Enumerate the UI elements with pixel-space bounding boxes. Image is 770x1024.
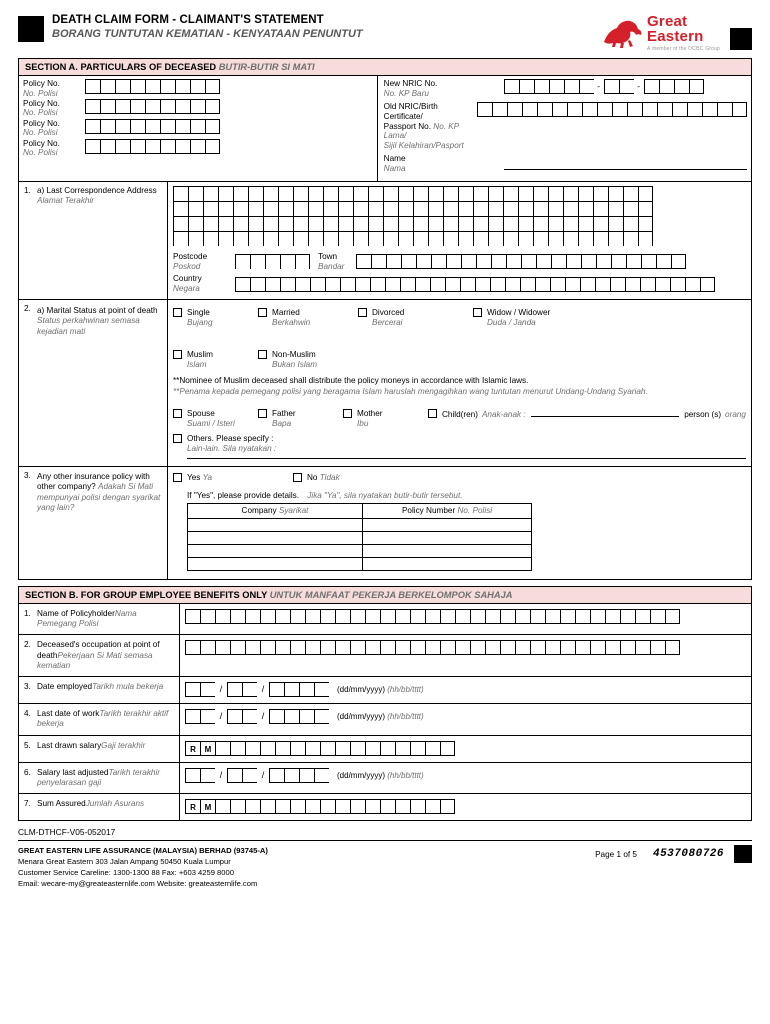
detail-note-malay: Jika "Ya", sila nyatakan butir-butir tersebut.: [307, 490, 463, 500]
item-2-label: a) Marital Status at point of death: [37, 306, 158, 316]
logo-text-great: Great: [647, 13, 688, 30]
marital-divorced-label: Divorced: [372, 308, 405, 318]
section-b-body: [18, 603, 752, 821]
others-specify-input[interactable]: [187, 458, 746, 459]
policy-no-field-3[interactable]: [85, 119, 220, 134]
marital-option-single[interactable]: [173, 308, 258, 328]
checkbox-non-muslim[interactable]: [258, 350, 267, 359]
page-number: Page 1 of 5: [595, 849, 637, 859]
postcode-label: Postcode: [173, 251, 208, 261]
name-field[interactable]: [504, 154, 747, 170]
marital-option-married[interactable]: [258, 308, 358, 328]
b-item-2-occupation: [19, 635, 751, 677]
yes-label-malay: Ya: [202, 473, 213, 483]
other-insurance-table: [187, 503, 532, 571]
family-children-label: Child(ren): [442, 409, 478, 419]
table-row[interactable]: [188, 544, 532, 557]
muslim-note-malay: **Penama kepada pemegang polisi yang beragama Islam haruslah mengagihkan wang tuntutan menurut Undang-Undang Syariah.: [173, 386, 648, 396]
barcode-number: 4537080726: [652, 848, 724, 861]
b-item-4-last-date-of-work: [19, 704, 751, 736]
form-code: CLM-DTHCF-V05-052017: [18, 827, 116, 838]
col-policy-malay: No. Polisi: [457, 506, 493, 516]
b-item-7-sum-assured: [19, 794, 751, 820]
town-label: Town: [318, 251, 338, 261]
b-item-5-last-drawn-salary: [19, 736, 751, 763]
old-nric-label: Old NRIC/Birth Certificate/: [383, 101, 438, 121]
sum-assured-field[interactable]: [185, 799, 746, 814]
item-1-number: 1.: [24, 185, 31, 195]
date-format-hint-malay: (hh/bb/tttt): [387, 770, 424, 780]
no-label-malay: Tidak: [319, 473, 340, 483]
b-item-3-date-employed: [19, 677, 751, 704]
other-insurance-options: [173, 473, 746, 483]
last-date-work-field[interactable]: / / (dd/mm/yyyy) (hh/bb/tttt): [185, 709, 746, 724]
b-item-5-number: 5.: [24, 740, 31, 750]
name-label-malay: Nama: [383, 163, 406, 173]
religion-options: [173, 350, 746, 370]
postcode-field[interactable]: [235, 254, 310, 269]
country-label: Country: [173, 274, 202, 284]
marital-widow-label: Widow / Widower: [487, 308, 551, 318]
footer-corner-square: [734, 845, 752, 863]
b-item-5-label-malay: Gaji terakhir: [101, 740, 146, 750]
item-3-label: Any other insurance policy with other company?: [37, 472, 150, 492]
b-item-3-label: Date employed: [37, 682, 93, 692]
page-footer: [18, 827, 752, 889]
date-format-hint: (dd/mm/yyyy): [337, 685, 385, 695]
form-title: DEATH CLAIM FORM - CLAIMANT'S STATEMENT: [52, 14, 324, 26]
b-item-7-number: 7.: [24, 799, 31, 809]
b-item-4-number: 4.: [24, 709, 31, 719]
date-format-hint-malay: (hh/bb/tttt): [387, 712, 424, 722]
item-3-label-malay: Adakah Si Mati mempunyai polisi dengan syarikat yang lain?: [37, 482, 161, 512]
marital-single-label-malay: Bujang: [187, 318, 213, 328]
policy-label: Policy No.: [23, 79, 60, 89]
checkbox-mother[interactable]: [343, 409, 352, 418]
religion-muslim-label: Muslim: [187, 349, 213, 359]
section-a-band: [18, 58, 752, 75]
table-header-row: [188, 503, 532, 518]
new-nric-label: New NRIC No.: [383, 79, 438, 89]
section-a-title: SECTION A. PARTICULARS OF DECEASED: [25, 62, 217, 73]
marital-status-options: [173, 308, 746, 328]
b-item-5-label: Last drawn salary: [37, 740, 102, 750]
country-field[interactable]: [235, 277, 715, 292]
item-2-number: 2.: [24, 304, 31, 314]
checkbox-yes[interactable]: [173, 473, 182, 482]
marital-married-label: Married: [272, 308, 300, 318]
family-spouse-label-malay: Suami / Isteri: [187, 418, 235, 428]
family-option-children[interactable]: [428, 409, 746, 429]
postcode-town-row: [173, 252, 746, 272]
b-item-1-label: Name of Policyholder: [37, 608, 115, 618]
family-spouse-label: Spouse: [187, 408, 215, 418]
policy-label: Policy No.: [23, 99, 60, 109]
policy-no-field-4[interactable]: [85, 139, 220, 154]
religion-option-muslim[interactable]: [173, 350, 258, 370]
old-nric-field[interactable]: [477, 102, 747, 117]
currency-r: R: [185, 741, 200, 756]
date-employed-field[interactable]: / / (dd/mm/yyyy) (hh/bb/tttt): [185, 682, 746, 697]
religion-nonmuslim-label: Non-Muslim: [272, 349, 316, 359]
table-row[interactable]: [188, 518, 532, 531]
policy-no-field-1[interactable]: [85, 79, 220, 94]
old-nric-label-2: Passport No.: [383, 121, 431, 131]
section-b-band: [18, 586, 752, 603]
cell-company[interactable]: [188, 531, 363, 544]
b-item-2-number: 2.: [24, 640, 31, 650]
b-item-2-label-malay: Pekerjaan Si Mati semasa kematian: [37, 650, 153, 670]
old-nric-row: [384, 102, 747, 151]
policy-label: Policy No.: [23, 118, 60, 128]
checkbox-father[interactable]: [258, 409, 267, 418]
family-mother-label-malay: Ibu: [357, 418, 369, 428]
policy-label-malay: No. Polisi: [23, 108, 58, 118]
checkbox-single[interactable]: [173, 308, 182, 317]
b-item-6-label: Salary last adjusted: [37, 767, 109, 777]
religion-nonmuslim-label-malay: Bukan Islam: [272, 359, 318, 369]
logo-text-eastern: Eastern: [647, 28, 704, 45]
address-line-1[interactable]: [173, 186, 746, 201]
religion-muslim-label-malay: Islam: [187, 359, 207, 369]
detail-note-en: If "Yes", please provide details.: [187, 490, 300, 500]
col-company-malay: Syarikat: [278, 506, 309, 516]
item-2-marital-religion-family: [19, 300, 751, 467]
religion-option-nonmuslim[interactable]: [258, 350, 317, 370]
cell-policy[interactable]: [363, 557, 532, 570]
others-label-malay: Lain-lain. Sila nyatakan :: [187, 444, 277, 454]
children-count-input[interactable]: [531, 409, 680, 417]
family-option-spouse[interactable]: [173, 409, 258, 429]
b-item-1-policyholder-name: [19, 604, 751, 636]
address-line-4[interactable]: [173, 231, 746, 246]
other-insurance-detail-note: [173, 491, 746, 500]
company-email: Email: wecare-my@greateasternlife.com Website: greateasternlife.com: [18, 879, 258, 889]
b-item-7-label-malay: Jumlah Asurans: [85, 799, 145, 809]
col-policy-number: [363, 503, 532, 518]
name-label: Name: [383, 154, 406, 164]
lion-icon: [601, 16, 643, 50]
company-address: Menara Great Eastern 303 Jalan Ampang 50450 Kuala Lumpur: [18, 857, 231, 867]
marital-option-widow[interactable]: [473, 308, 550, 328]
header-black-bar: [18, 16, 44, 42]
policy-no-field-2[interactable]: [85, 99, 220, 114]
family-mother-label: Mother: [357, 408, 383, 418]
identity-block: [378, 76, 751, 181]
b-item-6-salary-last-adjusted: [19, 763, 751, 795]
marital-married-label-malay: Berkahwin: [272, 318, 311, 328]
marital-option-divorced[interactable]: [358, 308, 473, 328]
muslim-note-en: **Nominee of Muslim deceased shall distribute the policy moneys in accordance with Islamic laws.: [173, 375, 529, 385]
country-label-malay: Negara: [173, 284, 200, 294]
item-1-label: a) Last Correspondence Address: [37, 185, 157, 195]
item-1-label-malay: Alamat Terakhir: [37, 196, 95, 206]
company-name: GREAT EASTERN LIFE ASSURANCE (MALAYSIA) BERHAD (93745-A): [18, 846, 268, 856]
last-drawn-salary-field[interactable]: [185, 741, 746, 756]
marital-single-label: Single: [187, 308, 210, 318]
cell-policy[interactable]: [363, 518, 532, 531]
address-line-3[interactable]: [173, 216, 746, 231]
town-label-malay: Bandar: [318, 261, 345, 271]
salary-last-adjusted-field[interactable]: / / (dd/mm/yyyy) (hh/bb/tttt): [185, 768, 746, 783]
date-format-hint: (dd/mm/yyyy): [337, 712, 385, 722]
col-company-en: Company: [241, 506, 277, 516]
b-item-1-label-malay: Nama Pemegang Polisi: [37, 608, 137, 629]
b-item-6-label-malay: Tarikh terakhir penyelarasan gaji: [37, 767, 161, 787]
family-option-mother[interactable]: [343, 409, 428, 429]
header-corner-square: [730, 28, 752, 50]
b-item-4-label-malay: Tarikh terakhir aktif bekerja: [37, 709, 169, 729]
col-policy-en: Policy Number: [401, 506, 456, 516]
logo-member-line: A member of the OCBC Group: [647, 46, 720, 52]
marital-widow-label-malay: Duda / Janda: [487, 318, 536, 328]
col-company: [188, 503, 363, 518]
currency-m: M: [200, 799, 215, 814]
policy-label-malay: No. Polisi: [23, 148, 58, 158]
b-item-7-label: Sum Assured: [37, 799, 86, 809]
cell-company[interactable]: [188, 557, 363, 570]
family-father-label-malay: Bapa: [272, 418, 292, 428]
b-item-3-label-malay: Tarikh mula bekerja: [92, 682, 164, 692]
other-insurance-yes[interactable]: [173, 473, 293, 483]
table-row[interactable]: [188, 531, 532, 544]
cell-company[interactable]: [188, 518, 363, 531]
address-line-2[interactable]: [173, 201, 746, 216]
policy-row: [23, 119, 373, 138]
family-option-others[interactable]: [173, 434, 746, 454]
policy-label-malay: No. Polisi: [23, 88, 58, 98]
policy-row: [23, 139, 373, 158]
b-item-1-number: 1.: [24, 608, 31, 618]
new-nric-row: [384, 79, 747, 99]
policy-numbers-block: [19, 76, 378, 181]
section-b-title: SECTION B. FOR GROUP EMPLOYEE BENEFITS ONLY: [25, 589, 268, 600]
checkbox-married[interactable]: [258, 308, 267, 317]
yes-label: Yes: [187, 473, 201, 483]
checkbox-no[interactable]: [293, 473, 302, 482]
policy-label: Policy No.: [23, 138, 60, 148]
date-format-hint: (dd/mm/yyyy): [337, 770, 385, 780]
company-contact: Customer Service Careline: 1300-1300 88 Fax: +603 4259 8000: [18, 868, 234, 878]
policy-label-malay: No. Polisi: [23, 128, 58, 138]
currency-m: M: [200, 741, 215, 756]
item-3-number: 3.: [24, 471, 31, 481]
new-nric-label-malay: No. KP Baru: [383, 89, 429, 99]
checkbox-spouse[interactable]: [173, 409, 182, 418]
new-nric-field[interactable]: - -: [504, 79, 704, 94]
form-title-malay: BORANG TUNTUTAN KEMATIAN - KENYATAAN PENUNTUT: [52, 28, 363, 40]
marital-divorced-label-malay: Bercerai: [372, 318, 403, 328]
name-row: [384, 154, 747, 174]
b-item-6-number: 6.: [24, 767, 31, 777]
family-option-father[interactable]: [258, 409, 343, 429]
currency-r: R: [185, 799, 200, 814]
muslim-note: [173, 375, 746, 397]
item-1-address: [19, 182, 751, 300]
town-field[interactable]: [356, 254, 686, 269]
item-3-other-insurance: [19, 467, 751, 579]
cell-company[interactable]: [188, 544, 363, 557]
others-label: Others. Please specify :: [187, 434, 274, 444]
table-row[interactable]: [188, 557, 532, 570]
date-format-hint-malay: (hh/bb/tttt): [387, 685, 424, 695]
b-item-3-number: 3.: [24, 682, 31, 692]
no-label: No: [307, 473, 318, 483]
old-nric-label-malay-2: Sijil Kelahiran/Pasport: [383, 141, 464, 151]
checkbox-others[interactable]: [173, 434, 182, 443]
person-label: person (s): [684, 409, 722, 419]
cell-policy[interactable]: [363, 544, 532, 557]
policyholder-name-field[interactable]: [185, 609, 746, 624]
section-a-body: [18, 75, 752, 580]
checkbox-children[interactable]: [428, 409, 437, 418]
occupation-field[interactable]: [185, 640, 746, 655]
checkbox-muslim[interactable]: [173, 350, 182, 359]
checkbox-widow[interactable]: [473, 308, 482, 317]
country-row: [173, 274, 746, 294]
other-insurance-no[interactable]: [293, 473, 340, 483]
person-label-malay: orang: [725, 409, 746, 419]
family-member-options: [173, 409, 746, 429]
cell-policy[interactable]: [363, 531, 532, 544]
section-a-title-malay: BUTIR-BUTIR SI MATI: [218, 62, 315, 73]
item-2-label-malay: Status perkahwinan semasa kejadian mati: [37, 316, 140, 336]
postcode-label-malay: Poskod: [173, 261, 201, 271]
policy-row: [23, 99, 373, 118]
checkbox-divorced[interactable]: [358, 308, 367, 317]
policy-row: [23, 79, 373, 98]
great-eastern-logo: [601, 14, 720, 52]
old-nric-label-malay: No. KP Lama/: [383, 121, 459, 141]
section-b-title-malay: UNTUK MANFAAT PEKERJA BERKELOMPOK SAHAJA: [269, 589, 513, 600]
family-father-label: Father: [272, 408, 296, 418]
b-item-2-label: Deceased's occupation at point of death: [37, 640, 160, 660]
b-item-4-label: Last date of work: [37, 709, 100, 719]
page-header: [18, 14, 752, 52]
family-children-label-malay: Anak-anak :: [481, 409, 526, 419]
